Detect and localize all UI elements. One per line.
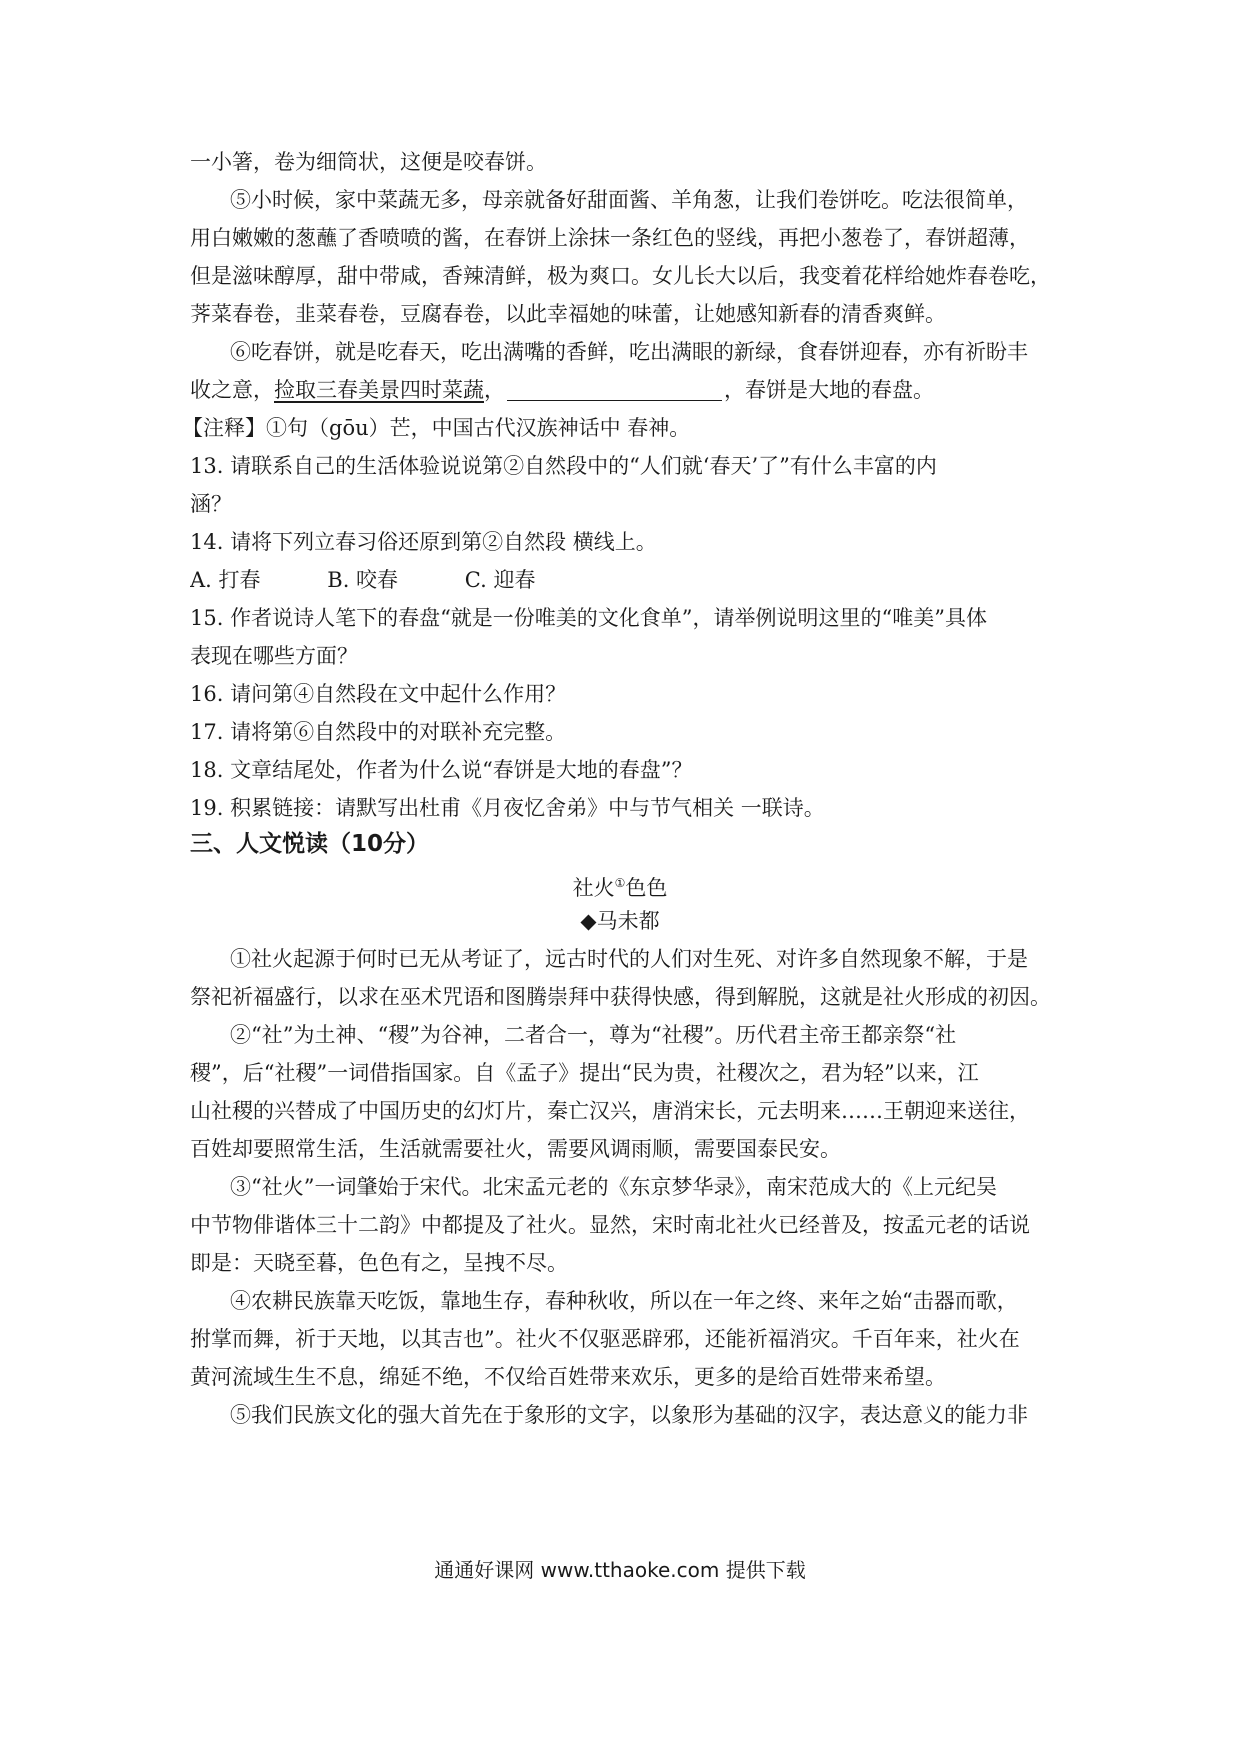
article-line: 即是：天晓至暮，色色有之，呈拽不尽。 xyxy=(190,1251,568,1275)
article-line: 百姓却要照常生活，生活就需要社火，需要风调雨顺，需要国泰民安。 xyxy=(190,1137,841,1161)
paragraph-line: ⑤小时候，家中菜蔬无多，母亲就备好甜面酱、羊角葱，让我们卷饼吃。吃法很简单， xyxy=(230,188,1028,212)
article-line: 拊掌而舞，祈于天地，以其吉也”。社火不仅驱恶辟邪，还能祈福消灾。千百年来，社火在 xyxy=(190,1327,1020,1351)
footnote-marker: ① xyxy=(614,876,626,890)
question-14: 14. 请将下列立春习俗还原到第②自然段 横线上。 xyxy=(190,530,657,554)
paragraph-line: 但是滋味醇厚，甜中带咸，香辣清鲜，极为爽口。女儿长大以后，我变着花样给她炸春卷吃， xyxy=(190,264,1051,288)
paragraph-text: 收之意， xyxy=(190,378,274,402)
article-line: 中节物俳谐体三十二韵》中都提及了社火。显然，宋时南北社火已经普及，按孟元老的话说 xyxy=(190,1213,1030,1237)
annotation-note: 【注释】①句（gōu）芒，中国古代汉族神话中 春神。 xyxy=(182,416,691,440)
article-line: ③“社火”一词肇始于宋代。北宋孟元老的《东京梦华录》，南宋范成大的《上元纪吴 xyxy=(230,1175,997,1199)
article-line: ⑤我们民族文化的强大首先在于象形的文字，以象形为基础的汉字，表达意义的能力非 xyxy=(230,1403,1028,1427)
couplet-blank[interactable] xyxy=(507,378,722,401)
question-19: 19. 积累链接：请默写出杜甫《月夜忆舍弟》中与节气相关 一联诗。 xyxy=(190,796,825,820)
paragraph-line: 荠菜春卷，韭菜春卷，豆腐春卷，以此幸福她的味蕾，让她感知新春的清香爽鲜。 xyxy=(190,302,946,326)
paragraph-line: 一小箸，卷为细筒状，这便是咬春饼。 xyxy=(190,150,547,174)
couplet-tail: ，春饼是大地的春盘。 xyxy=(724,378,934,402)
section-heading: 三、人文悦读（10分） xyxy=(190,831,430,857)
comma: ， xyxy=(484,378,505,402)
article-line: 稷”，后“社稷”一词借指国家。自《孟子》提出“民为贵，社稷次之，君为轻”以来，江 xyxy=(190,1061,979,1085)
article-title-tail: 色色 xyxy=(625,876,668,900)
article-line: 祭祀祈福盛行，以求在巫术咒语和图腾崇拜中获得快感，得到解脱，这就是社火形成的初因。 xyxy=(190,985,1051,1009)
article-title xyxy=(0,868,1240,903)
question-16: 16. 请问第④自然段在文中起什么作用？ xyxy=(190,682,567,706)
article-line: 黄河流域生生不息，绵延不绝，不仅给百姓带来欢乐，更多的是给百姓带来希望。 xyxy=(190,1365,946,1389)
couplet-line xyxy=(190,375,1060,405)
article-line: ①社火起源于何时已无从考证了，远古时代的人们对生死、对许多自然现象不解，于是 xyxy=(230,947,1028,971)
question-18: 18. 文章结尾处，作者为什么说“春饼是大地的春盘”？ xyxy=(190,758,693,782)
article-line: ②“社”为土神、“稷”为谷神，二者合一，尊为“社稷”。历代君主帝王都亲祭“社 xyxy=(230,1023,957,1047)
question-15-cont: 表现在哪些方面？ xyxy=(190,644,358,668)
article-author: ◆马未都 xyxy=(580,909,660,933)
paragraph-line: ⑥吃春饼，就是吃春天，吃出满嘴的香鲜，吃出满眼的新绿，食春饼迎春，亦有祈盼丰 xyxy=(230,340,1028,364)
article-line: ④农耕民族靠天吃饭，靠地生存，春种秋收，所以在一年之终、来年之始“击器而歌， xyxy=(230,1289,1018,1313)
article-title-main: 社火 xyxy=(572,876,615,900)
question-14-options: A. 打春 B. 咬春 C. 迎春 xyxy=(190,568,536,592)
question-13: 13. 请联系自己的生活体验说说第②自然段中的“人们就‘春天’了”有什么丰富的内 xyxy=(190,454,937,478)
article-line: 山社稷的兴替成了中国历史的幻灯片，秦亡汉兴，唐消宋长，元去明来……王朝迎来送往， xyxy=(190,1099,1030,1123)
question-17: 17. 请将第⑥自然段中的对联补充完整。 xyxy=(190,720,567,744)
page-footer: 通通好课网 www.tthaoke.com 提供下载 xyxy=(434,1558,806,1582)
question-13-cont: 涵？ xyxy=(190,492,232,516)
question-15: 15. 作者说诗人笔下的春盘“就是一份唯美的文化食单”，请举例说明这里的“唯美”具体 xyxy=(190,606,988,630)
paragraph-line: 用白嫩嫩的葱蘸了香喷喷的酱，在春饼上涂抹一条红色的竖线，再把小葱卷了，春饼超薄， xyxy=(190,226,1030,250)
couplet-first-half: 捡取三春美景四时菜蔬 xyxy=(274,378,484,402)
